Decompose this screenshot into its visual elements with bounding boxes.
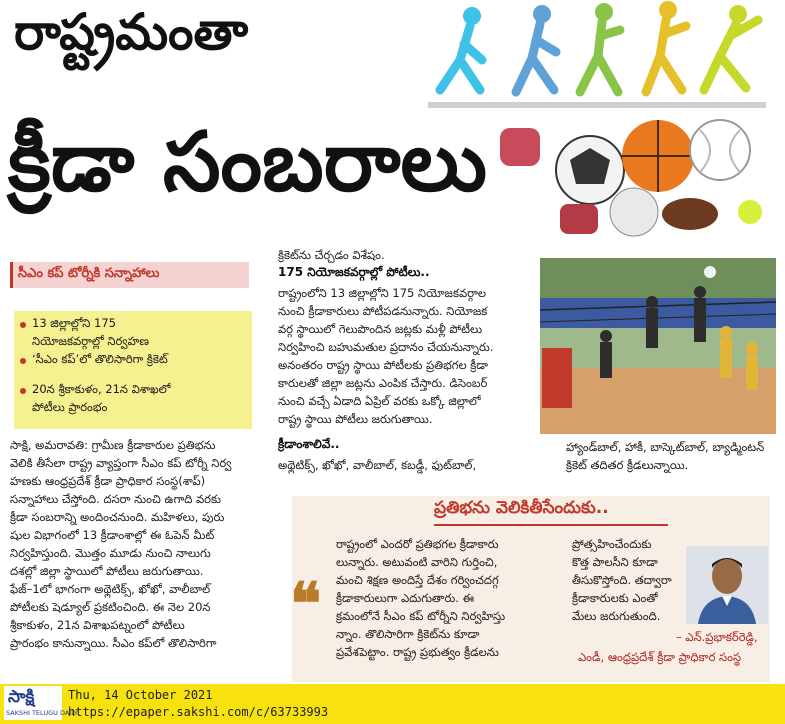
quote-line: మేలు జరుగుతుంది. <box>572 609 661 623</box>
volleyball-photo <box>540 258 776 434</box>
body-line: నిర్వహించి బహుమతుల ప్రదానం చేయనున్నారు. <box>278 340 494 354</box>
body-line: పోటీలకు షెడ్యూల్ ప్రకటించింది. ఈ నెల 20న <box>10 600 211 614</box>
portrait-illustration <box>686 546 768 624</box>
body-line: అథ్లెటిక్స్, ఖోఖో, వాలీబాల్, కబడ్డీ, ఫుట్‌బాల్, <box>278 458 477 472</box>
bullet-icon <box>20 358 26 364</box>
official-portrait <box>686 546 768 624</box>
bullet-icon <box>20 322 26 328</box>
quote-line: న్నాం. తొలిసారిగా క్రికెట్‌ను కూడా <box>336 627 480 641</box>
body-line: రాష్ట్రంలోని 13 జిల్లాల్లోని 175 నియోజకవర్గాల <box>278 286 487 300</box>
body-line: ఫేజ్–1లో భాగంగా అథ్లెటిక్స్, ఖోఖో, వాలీబాల్ <box>10 582 211 596</box>
body-line: దశల్లో జిల్లా స్థాయిలో పోటీలు జరుగుతాయి. <box>10 564 204 578</box>
body-line: శ్రీకాకుళం, 21న విశాఖపట్నంలో పోటీలు <box>10 618 185 632</box>
body-line: రాష్ట్ర స్థాయి పోటీలు జరుగుతాయి. <box>278 412 433 426</box>
body-line: కారులతో జిల్లా జట్లను ఎంపిక చేస్తారు. డిసెంబర్ <box>278 376 488 390</box>
sports-balls <box>500 120 762 236</box>
photo-caption-line2: క్రికెట్ తదితర క్రీడలున్నాయి. <box>566 458 689 472</box>
track-bar <box>428 102 766 108</box>
publication-date: Thu, 14 October 2021 <box>68 688 213 702</box>
body-line: షుల విభాగంలో 13 క్రీడాంశాల్లో ఈ ఓపెన్ మీట్ <box>10 528 215 542</box>
logo-text: సాక్షి <box>8 687 35 707</box>
highlight-1-line1: 13 జిల్లాల్లోని 175 <box>32 316 116 330</box>
quote-line: రాష్ట్రంలో ఎందరో ప్రతిభగల క్రీడాకారు <box>336 537 499 551</box>
quote-line: క్రమంలోనే సీఎం కప్ టోర్నీని నిర్వహిస్తు <box>336 609 506 623</box>
body-line: అనంతరం రాష్ట్ర స్థాయి పోటీలకు ప్రతిభగల క్రీడా <box>278 358 489 372</box>
epaper-link[interactable]: https://epaper.sakshi.com/c/63733993 <box>68 705 329 719</box>
body-line: సాక్షి, అమరావతి: గ్రామీణ క్రీడాకారుల ప్రతిభను <box>10 438 216 452</box>
title-underline <box>434 524 668 526</box>
quote-line: క్రీడాకారులకు ఎంతో <box>572 591 658 605</box>
body-line: నుంచి క్రీడాకారులు పోటీపడనున్నారు. నియోజక <box>278 304 488 318</box>
body-line: వెలికి తీసేలా రాష్ట్ర వ్యాప్తంగా సీఎం కప్ టోర్నీ నిర్వ <box>10 456 232 470</box>
quote-line: ప్రోత్సహించేందుకు <box>572 537 652 551</box>
quote-line: కొత్త పాలసీని కూడా <box>572 555 658 569</box>
signature-title: ఎండీ, ఆంధ్రప్రదేశ్ క్రీడా ప్రాధికార సంస్థ <box>578 650 742 664</box>
body-line: నిర్వహిస్తుంది. మొత్తం మూడు నుంచి నాలుగు <box>10 546 211 560</box>
highlight-3-line1: 20న శ్రీకాకుళం, 21న విశాఖలో <box>32 382 171 396</box>
body-line: హణకు ఆంధ్రప్రదేశ్ క్రీడా ప్రాధికార సంస్థ(శాప్) <box>10 474 206 488</box>
section-title: సీఎం కప్ టోర్నీకి సన్నాహాలు <box>18 266 160 281</box>
quote-mark-icon: ❝ <box>290 570 322 638</box>
body-line: క్రికెట్‌ను చేర్చడం విశేషం. <box>278 248 385 262</box>
logo-subtitle: SAKSHI TELUGU DAILY <box>6 709 78 717</box>
quote-title: ప్రతిభను వెలికితీసేందుకు.. <box>434 498 609 518</box>
body-line: ప్రారంభం కానున్నాయి. సీఎం కప్‌లో తొలిసారిగా <box>10 636 217 650</box>
highlight-3-line2: పోటీలు ప్రారంభం <box>32 400 108 414</box>
quote-line: క్రీడాకారులుగా ఎదుగుతారు. ఈ <box>336 591 475 605</box>
body-line: నుంచి వచ్చే ఏడాది ఏప్రిల్ వరకు ఒక్కో జిల్లాలో <box>278 394 481 408</box>
body-line: క్రీడా సంబరాన్ని అందించనుంది. మహిళలు, పురు <box>10 510 225 524</box>
subheading: క్రీడాంశాలివే.. <box>278 437 340 451</box>
sports-art-svg <box>420 0 785 250</box>
body-line: వర్గ స్థాయిలో గెలుపొందిన జట్లకు మళ్లీ పోటీలు <box>278 322 483 336</box>
quote-line: మంచి శిక్షణ అందిస్తే దేశం గర్వించదగ్గ <box>336 573 499 587</box>
signature-name: – ఎన్.ప్రభాకర్‌రెడ్డి, <box>676 630 758 644</box>
photo-illustration <box>540 258 776 434</box>
runner-figures <box>440 1 758 92</box>
headline-line2: క్రీడా సంబరాలు <box>8 115 487 210</box>
bullet-icon <box>20 388 26 394</box>
quote-line: తీసుకొస్తోంది. తద్వారా <box>572 573 672 587</box>
highlight-2-line1: ‘సీఎం కప్’లో తొలిసారిగా క్రికెట్ <box>32 352 168 366</box>
headline-line1: రాష్ట్రమంతా <box>14 3 249 61</box>
body-line: సన్నాహాలు చేస్తోంది. దసరా నుంచి ఉగాది వరకు <box>10 492 221 506</box>
highlight-1-line2: నియోజకవర్గాల్లో నిర్వహణ <box>32 334 149 348</box>
quote-line: లున్నారు. అటువంటి వారిని గుర్తించి, <box>336 555 498 569</box>
subheading: 175 నియోజకవర్గాల్లో పోటీలు.. <box>278 265 430 279</box>
photo-caption-line1: హ్యాండ్‌బాల్, హాకీ, బాస్కెట్‌బాల్, బ్యాడ్మింటన్ <box>566 440 765 454</box>
sports-illustration <box>420 0 785 250</box>
quote-line: ప్రవేశపెట్టాం. రాష్ట్ర ప్రభుత్వం క్రీడలను <box>336 645 499 659</box>
